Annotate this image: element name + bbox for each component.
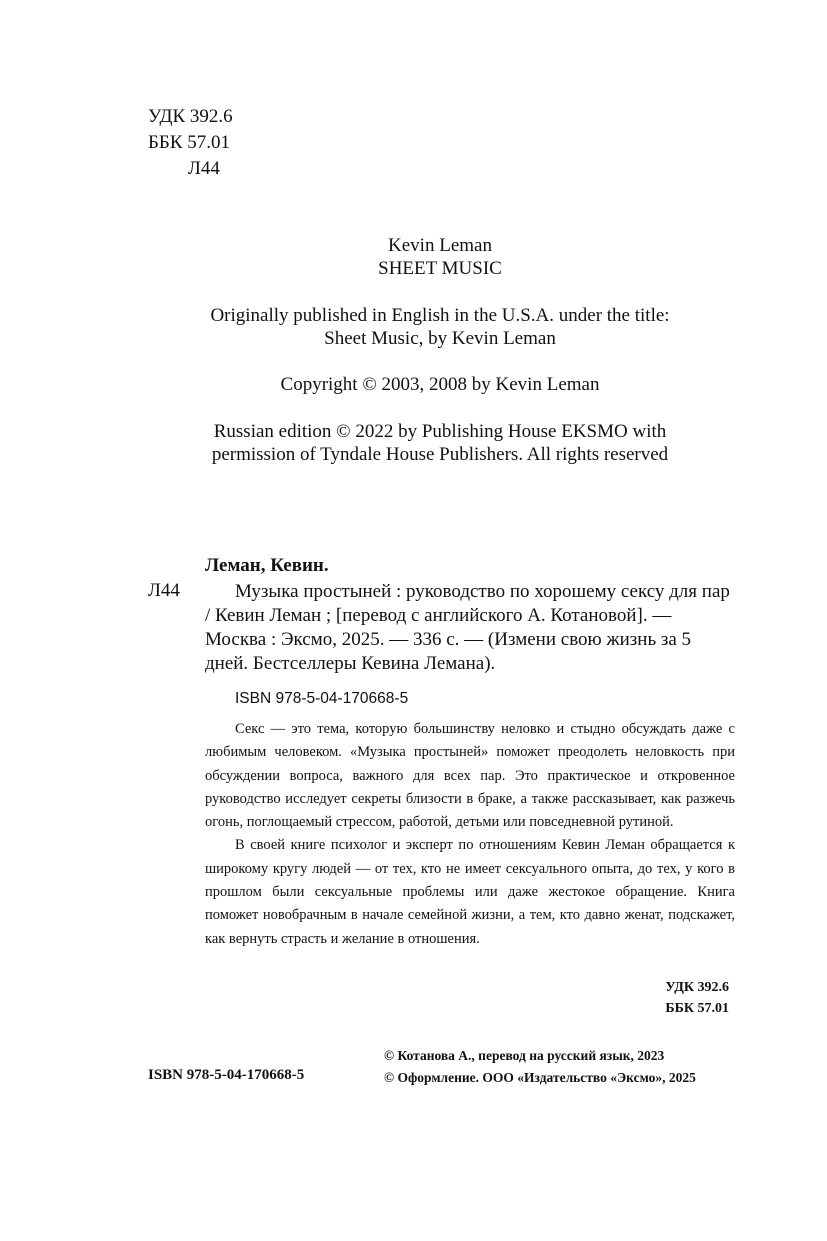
original-author: Kevin Leman — [388, 235, 492, 256]
copyright-line: Copyright © 2003, 2008 by Kevin Leman — [280, 374, 600, 395]
annotation-udk: УДК 392.6 — [665, 980, 729, 995]
original-title: SHEET MUSIC — [378, 258, 502, 279]
classification-codes — [148, 104, 233, 182]
original-publication-note — [0, 304, 827, 350]
annotation-paragraph-1: Секс — это тема, которую большинству неловко и стыдно обсуждать даже с любимым человеком. «Музыка простыней» поможет преодолеть неловкость при обсуждении вопроса, важного для всех пар. Это практическое и откровенное руководство исследует секреты близости в браке, а также рассказывает, как разжечь огонь, поглощаемый стрессом, работой, детьми или повседневной рутиной. — [205, 721, 735, 831]
original-copyright — [0, 373, 827, 396]
design-copyright: © Оформление. ООО «Издательство «Эксмо», 2025 — [384, 1070, 696, 1085]
annotation — [205, 718, 735, 951]
annotation-paragraph-2: В своей книге психолог и эксперт по отношениям Кевин Леман обращается к широкому кругу людей — от тех, кто не имеет сексуального опыта, до тех, у кого в прошлом были сексуальные проблемы или даже жестокое обращение. Книга поможет новобрачным в начале семейной жизни, а тем, кто давно женат, подскажет, как вернуть страсть и желание в отношения. — [205, 837, 735, 947]
original-title-block — [0, 234, 827, 280]
published-line-1: Originally published in English in the U.S.A. under the title: — [210, 305, 670, 326]
russian-edition-note — [0, 420, 827, 466]
russian-edition-line-1: Russian edition © 2022 by Publishing House EKSMO with — [213, 421, 667, 442]
author-mark: Л44 — [188, 158, 220, 179]
translation-copyright: © Котанова А., перевод на русский язык, 2023 — [384, 1048, 665, 1063]
footer-copyrights — [384, 1045, 696, 1089]
udk-code: УДК 392.6 — [148, 106, 233, 127]
bibliographic-description: Музыка простыней : руководство по хорошему сексу для пар / Кевин Леман ; [перевод с английского А. Котановой]. — Москва : Эксмо, 2025. — 336 с. — (Измени свою жизнь за 5 дней. Бестселлеры Кевина Лемана). — [205, 581, 730, 674]
annotation-codes — [665, 977, 729, 1019]
russian-edition-line-2: permission of Tyndale House Publishers. All rights reserved — [211, 444, 669, 465]
annotation-bbk: ББК 57.01 — [665, 1001, 729, 1016]
footer-isbn: ISBN 978-5-04-170668-5 — [148, 1067, 305, 1083]
published-line-2: Sheet Music, by Kevin Leman — [324, 328, 556, 349]
catalog-author-heading: Леман, Кевин. — [205, 555, 329, 576]
catalog-isbn: ISBN 978-5-04-170668-5 — [235, 690, 409, 707]
catalog-author-mark: Л44 — [148, 580, 180, 601]
bbk-code: ББК 57.01 — [148, 132, 230, 153]
